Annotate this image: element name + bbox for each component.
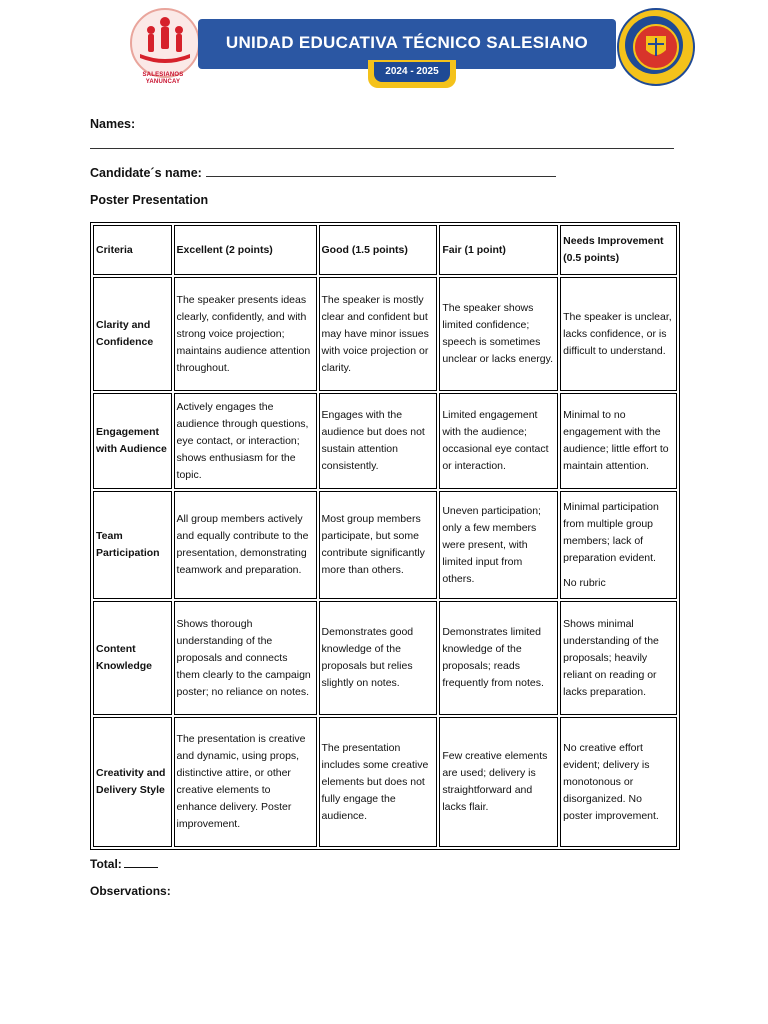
good-cell: Most group members participate, but some contribute significantly more than others. bbox=[319, 491, 438, 599]
header-criteria: Criteria bbox=[93, 225, 172, 275]
rubric-row-clarity bbox=[93, 277, 677, 391]
names-label: Names: bbox=[90, 117, 136, 131]
excellent-cell: Actively engages the audience through questions, eye contact, or interaction; shows enthusiasm for the topic. bbox=[174, 393, 317, 489]
criterion-cell: Engagement with Audience bbox=[93, 393, 172, 489]
salesianos-emblem-icon bbox=[130, 8, 200, 78]
needs-improvement-cell: The speaker is unclear, lacks confidence, or is difficult to understand. bbox=[560, 277, 677, 391]
fair-cell: Few creative elements are used; delivery is straightforward and lacks flair. bbox=[439, 717, 558, 847]
header-good: Good (1.5 points) bbox=[319, 225, 438, 275]
total-row bbox=[90, 857, 158, 871]
document-header bbox=[0, 0, 768, 100]
school-crest-logo bbox=[617, 8, 695, 86]
fair-cell: Limited engagement with the audience; occasional eye contact or interaction. bbox=[439, 393, 558, 489]
total-label: Total: bbox=[90, 857, 122, 871]
excellent-cell: Shows thorough understanding of the proposals and connects them clearly to the campaign poster; no reliance on notes. bbox=[174, 601, 317, 715]
school-year-tab bbox=[368, 60, 456, 88]
candidate-row bbox=[90, 164, 556, 180]
criterion-cell: Creativity and Delivery Style bbox=[93, 717, 172, 847]
excellent-cell: The presentation is creative and dynamic, using props, distinctive attire, or other creative elements to enhance delivery. Poster improvement. bbox=[174, 717, 317, 847]
candidate-input-line[interactable] bbox=[206, 164, 556, 177]
excellent-cell: The speaker presents ideas clearly, confidently, and with strong voice projection; maintains audience attention throughout. bbox=[174, 277, 317, 391]
rubric-header-row bbox=[93, 225, 677, 275]
needs-improvement-cell bbox=[560, 491, 677, 599]
needs-improvement-cell: No creative effort evident; delivery is monotonous or disorganized. No poster improvement. bbox=[560, 717, 677, 847]
observations-label: Observations: bbox=[90, 884, 171, 898]
header-needs-improvement: Needs Improvement (0.5 points) bbox=[560, 225, 677, 275]
names-input-line[interactable] bbox=[90, 148, 674, 149]
good-cell: The presentation includes some creative elements but does not fully engage the audience. bbox=[319, 717, 438, 847]
rubric-row-engagement bbox=[93, 393, 677, 489]
school-year: 2024 - 2025 bbox=[385, 66, 439, 77]
rubric-table bbox=[90, 222, 680, 850]
criterion-cell: Team Participation bbox=[93, 491, 172, 599]
fair-cell: Uneven participation; only a few members were present, with limited input from others. bbox=[439, 491, 558, 599]
fair-cell: Demonstrates limited knowledge of the proposals; reads frequently from notes. bbox=[439, 601, 558, 715]
criterion-cell: Clarity and Confidence bbox=[93, 277, 172, 391]
header-excellent: Excellent (2 points) bbox=[174, 225, 317, 275]
criterion-cell: Content Knowledge bbox=[93, 601, 172, 715]
good-cell: Demonstrates good knowledge of the proposals but relies slightly on notes. bbox=[319, 601, 438, 715]
rubric-row-creativity bbox=[93, 717, 677, 847]
excellent-cell: All group members actively and equally contribute to the presentation, demonstrating teamwork and preparation. bbox=[174, 491, 317, 599]
needs-improvement-cell: Minimal to no engagement with the audience; little effort to maintain attention. bbox=[560, 393, 677, 489]
fair-cell: The speaker shows limited confidence; speech is sometimes unclear or lacks energy. bbox=[439, 277, 558, 391]
note-text: No rubric bbox=[563, 576, 606, 589]
crest-shield-icon bbox=[633, 24, 679, 70]
logo-text-line-1: SALESIANOS bbox=[142, 72, 184, 78]
needs-improvement-text: Minimal participation from multiple group members; lack of preparation evident. bbox=[563, 500, 659, 564]
good-cell: The speaker is mostly clear and confident but may have minor issues with voice projection or clarity. bbox=[319, 277, 438, 391]
header-fair: Fair (1 point) bbox=[439, 225, 558, 275]
rubric-row-team bbox=[93, 491, 677, 599]
school-name: UNIDAD EDUCATIVA TÉCNICO SALESIANO bbox=[225, 33, 589, 52]
salesianos-logo bbox=[128, 8, 198, 84]
logo-text-line-2: YANUNCAY bbox=[145, 79, 181, 85]
section-title: Poster Presentation bbox=[90, 193, 209, 207]
needs-improvement-cell: Shows minimal understanding of the proposals; heavily reliant on reading or lacks preparation. bbox=[560, 601, 677, 715]
rubric-row-content bbox=[93, 601, 677, 715]
total-input-line[interactable] bbox=[124, 857, 158, 868]
candidate-label: Candidate´s name: bbox=[90, 166, 202, 180]
good-cell: Engages with the audience but does not sustain attention consistently. bbox=[319, 393, 438, 489]
